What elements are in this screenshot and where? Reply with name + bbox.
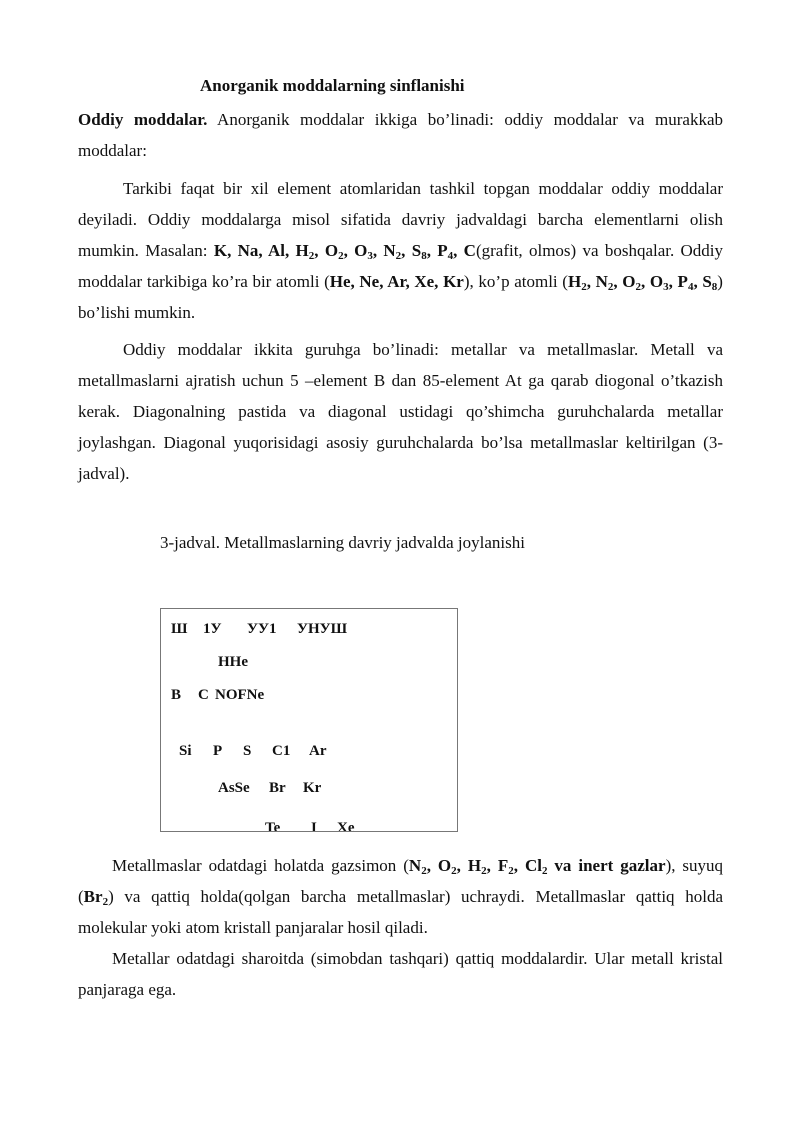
element-cell: I — [311, 820, 317, 832]
paragraph-nonmetal-states: Metallmaslar odatdagi holatda gazsimon ($N_2$, $O_2$, $H_2$, $F_2$, $Cl_2$ va inert gazlar), suyuq $(Br_2)$ va qattiq holda(qolgan barcha metallmaslar) uchraydi. Metallmaslar qattiq holda molekular yoki atom kristall panjaralar hosil qiladi. — [78, 856, 724, 937]
polyatomic-elements: $H_2$, $N_2$, $O_2$, $O_3$, $P_4$, $S_8$ — [567, 272, 718, 293]
element-cell: Si — [179, 743, 192, 759]
element-cell: Kr — [303, 780, 322, 796]
paragraph-metals-nonmetals: Oddiy moddalar ikkita guruhga bo’linadi: metallar va metallmaslar. Metall va metallmaslarni ajratish uchun 5 –element B dan 85-element At ga qarab diogonal o’tkazish kerak. Diagonalning pastida va diagonal ustidagi qo’shimcha guruhchalarda metallar joylashgan. Diagonal yuqorisidagi asosiy guruhchalarda bo’lsa metallmaslar keltirilgan (3-jadval). — [78, 340, 723, 483]
element-cell: Br — [269, 780, 286, 796]
paragraph-definition: Tarkibi faqat bir xil element atomlaridan tashkil topgan moddalar oddiy moddalar deyiladi. Oddiy moddalarga misol sifatida davriy jadvaldagi barcha elementlarni olish mumkin. Masalan: K, Na, Al, $H_2$, $O_2$, $O_3$, $N_2$, $S_8$, $P_4$, C(grafit, olmos) va boshqalar. Oddiy moddalar tarkibiga ko’ra bir atomli (He, Ne, Ar, Xe, Kr), ko’p atomli ($H_2$, $N_2$, $O_2$, $O_3$, $P_4$, $S_8$) bo’lishi mumkin. — [78, 179, 724, 322]
nonmetals-periodic-table — [160, 608, 458, 832]
element-cell: P — [213, 743, 223, 759]
element-cell: B — [171, 687, 182, 703]
group-header: УНУШ — [297, 621, 348, 637]
section-title: Anorganik moddalarning sinflanishi — [200, 76, 465, 95]
element-cell: Ar — [309, 743, 327, 759]
group-header: УУ1 — [247, 621, 277, 637]
element-cell: AsSe — [218, 780, 250, 796]
element-cell: C1 — [272, 743, 291, 759]
table-caption: 3-jadval. Metallmaslarning davriy jadvalda joylanishi — [160, 533, 525, 552]
group-header: Ш — [171, 621, 188, 637]
element-cell: Te — [265, 820, 281, 832]
element-cell: NOFNe — [215, 687, 265, 703]
paragraph-metals: Metallar odatdagi sharoitda (simobdan tashqari) qattiq moddalardir. Ular metall kristal panjaraga ega. — [78, 949, 723, 999]
example-elements: K, Na, Al, $H_2$, $O_2$, $O_3$, $N_2$, $S_8$, $P_4$, C — [213, 241, 476, 262]
gaseous-nonmetals: $N_2$, $O_2$, $H_2$, $F_2$, $Cl_2$ va inert gazlar — [408, 856, 666, 877]
element-cell: S — [243, 743, 252, 759]
monatomic-elements: He, Ne, Ar, Xe, Kr — [329, 272, 464, 291]
element-cell: HHe — [218, 654, 248, 670]
element-cell: Xe — [337, 820, 355, 832]
group-header: 1У — [203, 621, 222, 637]
liquid-nonmetal: $Br_2$ — [83, 887, 109, 908]
paragraph-simple-substances: Oddiy moddalar. Anorganik moddalar ikkiga bo’linadi: oddiy moddalar va murakkab moddalar: — [78, 110, 723, 160]
paragraph-lead: Oddiy moddalar. — [78, 110, 208, 129]
element-cell: C — [198, 687, 209, 703]
